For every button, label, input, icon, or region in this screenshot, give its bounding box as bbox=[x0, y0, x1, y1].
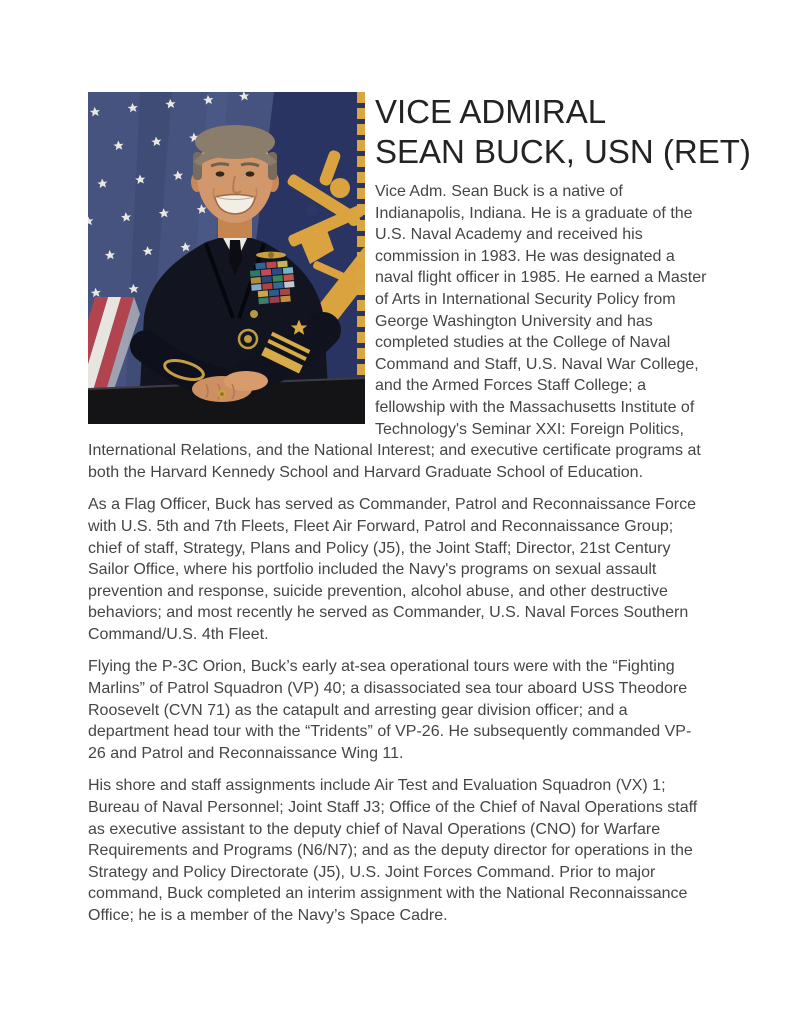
title-line-1: VICE ADMIRAL bbox=[375, 93, 607, 130]
bio-paragraph-4: His shore and staff assignments include Air Test and Evaluation Squadron (VX) 1; Bureau of Naval Personnel; Joint Staff J3; Office of the Chief of Naval Operations staff as executive assistant to the deputy chief of Naval Operations (CNO) for Warfare Requirements and Programs (N6/N7); and as the deputy director for operations in the Strategy and Policy Directorate (J5), U.S. Joint Forces Command. Prior to major command, Buck completed an interim assignment with the National Reconnaissance Office; he is a member of the Navy’s Space Cadre. bbox=[88, 777, 698, 924]
bio-paragraph-2: As a Flag Officer, Buck has served as Commander, Patrol and Reconnaissance Force with U.S. 5th and 7th Fleets, Fleet Air Forward, Patrol and Reconnaissance Group; chief of staff, Strategy, Plans and Policy (J5), the Joint Staff; Director, 21st Century Sailor Office, where his portfolio included the Navy's programs on sexual assault prevention and response, suicide prevention, alcohol abuse, and other destructive behaviors; and most recently he served as Commander, U.S. Naval Forces Southern Command/U.S. 4th Fleet. bbox=[88, 496, 696, 643]
aviator-wings bbox=[256, 252, 286, 259]
bio-paragraph-1: Vice Adm. Sean Buck is a native of Indianapolis, Indiana. He is a graduate of the U.S. Naval Academy and received his commission in 1983. He was designated a naval flight officer in 1985. He earned a Master of Arts in International Security Policy from George Washington University and has completed studies at the College of Naval Command and Staff, U.S. Naval War College, and the Armed Forces Staff College; a fellowship with the Massachusetts Institute of Technology's Seminar XXI: Foreign Politics, International Relations, and the National Interest; and executive certificate programs at both the Harvard Kennedy School and Harvard Graduate School of Education. bbox=[88, 183, 707, 481]
portrait-illustration bbox=[88, 92, 365, 424]
title-line-2: SEAN BUCK, USN (RET) bbox=[375, 133, 751, 170]
bio-paragraph-3: Flying the P-3C Orion, Buck’s early at-sea operational tours were with the “Fighting Marlins” of Patrol Squadron (VP) 40; a disassociated sea tour aboard USS Theodore Roosevelt (CVN 71) as the catapult and arresting gear division officer; and a department head tour with the “Tridents” of VP-26. He subsequently commanded VP-26 and Patrol and Reconnaissance Wing 11. bbox=[88, 658, 692, 762]
portrait-photo bbox=[88, 92, 365, 424]
